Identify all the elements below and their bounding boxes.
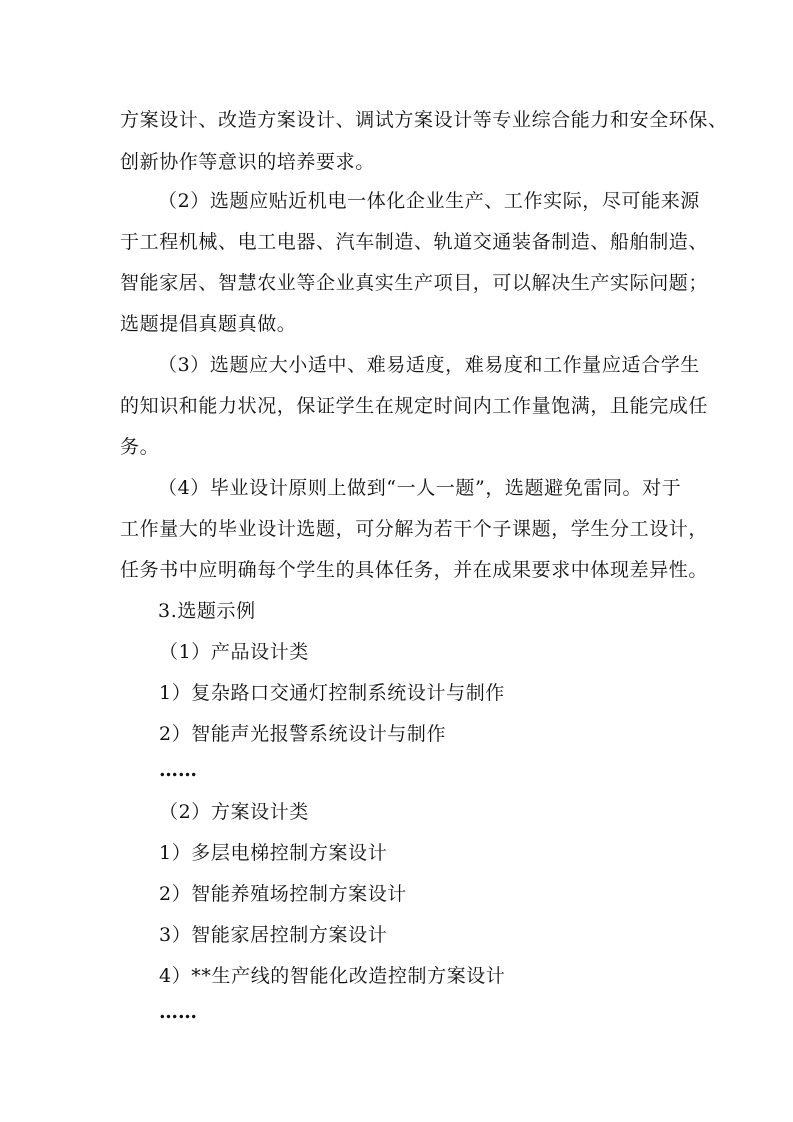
paragraph-line: （4）毕业设计原则上做到“一人一题”，选题避免雷同。对于 <box>158 477 682 499</box>
paragraph-line: 创新协作等意识的培养要求。 <box>120 151 375 173</box>
list-item: 1）复杂路口交通灯控制系统设计与制作 <box>159 682 505 704</box>
list-ellipsis: …… <box>159 1001 197 1023</box>
paragraph-line: （2）选题应贴近机电一体化企业生产、工作实际，尽可能来源 <box>158 190 700 212</box>
paragraph-line: 方案设计、改造方案设计、调试方案设计等专业综合能力和安全环保、 <box>120 109 728 131</box>
paragraph-line: 工作量大的毕业设计选题，可分解为若干个子课题，学生分工设计， <box>120 518 709 540</box>
paragraph-line: 智能家居、智慧农业等企业真实生产项目，可以解决生产实际问题； <box>120 272 709 294</box>
group-title: （1）产品设计类 <box>159 641 309 663</box>
list-item: 1）多层电梯控制方案设计 <box>159 842 388 864</box>
section-heading: 3.选题示例 <box>158 600 256 622</box>
paragraph-line: 务。 <box>120 436 160 458</box>
paragraph-line: 于工程机械、电工电器、汽车制造、轨道交通装备制造、船舶制造、 <box>120 231 709 253</box>
list-item: 3）智能家居控制方案设计 <box>159 924 388 946</box>
paragraph-line: （3）选题应大小适中、难易适度，难易度和工作量应适合学生 <box>158 354 700 376</box>
paragraph-line: 选题提倡真题真做。 <box>120 313 297 335</box>
list-ellipsis: …… <box>159 759 197 781</box>
list-item: 4）**生产线的智能化改造控制方案设计 <box>159 965 506 987</box>
list-item: 2）智能养殖场控制方案设计 <box>159 883 407 905</box>
paragraph-line: 的知识和能力状况，保证学生在规定时间内工作量饱满，且能完成任 <box>120 395 709 417</box>
paragraph-line: 任务书中应明确每个学生的具体任务，并在成果要求中体现差异性。 <box>120 559 709 581</box>
list-item: 2）智能声光报警系统设计与制作 <box>159 723 447 745</box>
group-title: （2）方案设计类 <box>159 801 309 823</box>
